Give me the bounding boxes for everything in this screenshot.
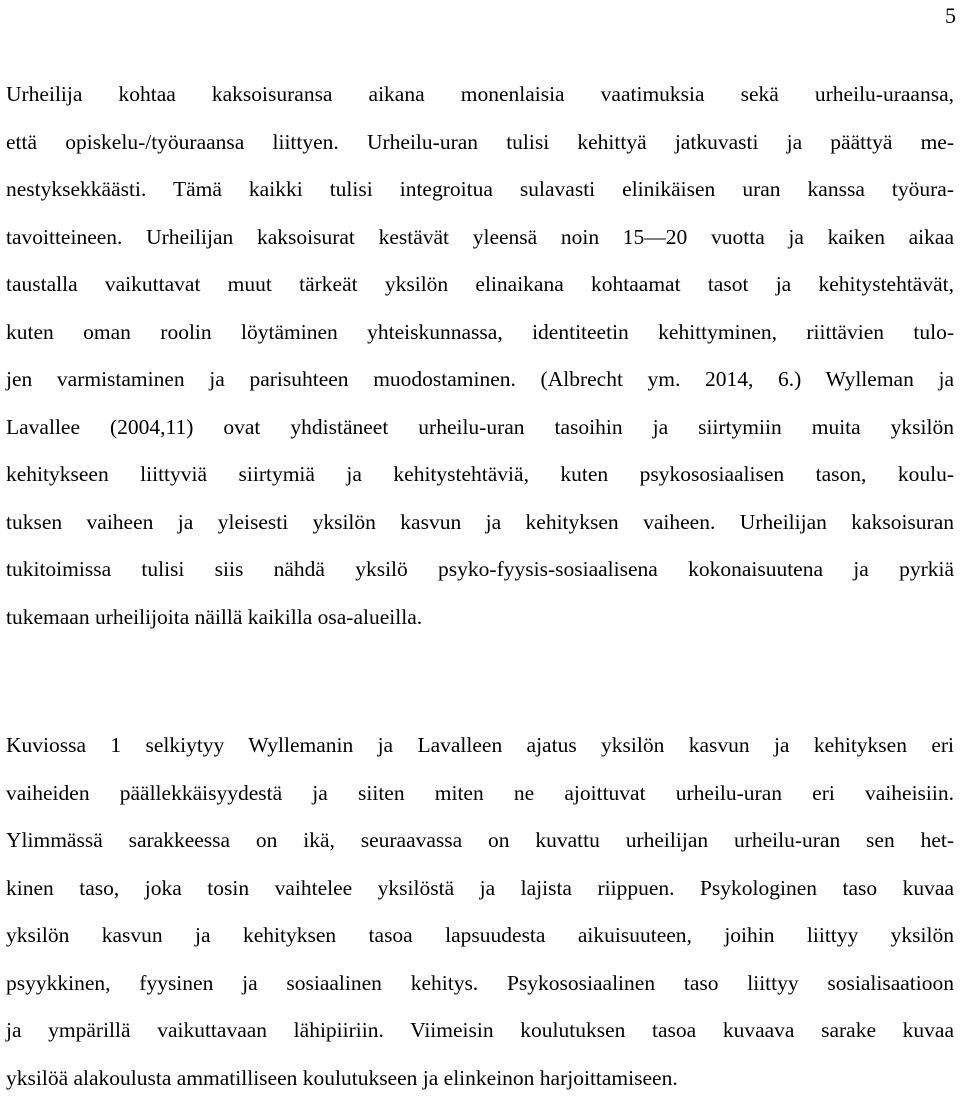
text-line: yksilöä alakoulusta ammatilliseen koulutukseen ja elinkeinon harjoittamiseen. — [6, 1055, 954, 1102]
text-line: tukemaan urheilijoita näillä kaikilla osa-alueilla. — [6, 594, 954, 642]
text-line: tavoitteineen. Urheilijan kaksoisurat kestävät yleensä noin 15—20 vuotta ja kaiken aikaa — [6, 214, 954, 262]
text-line: jen varmistaminen ja parisuhteen muodostaminen. (Albrecht ym. 2014, 6.) Wylleman ja — [6, 356, 954, 404]
text-line: psyykkinen, fyysinen ja sosiaalinen kehitys. Psykososiaalinen taso liittyy sosialisaatioon — [6, 960, 954, 1008]
text-line: taustalla vaikuttavat muut tärkeät yksilön elinaikana kohtaamat tasot ja kehitystehtävät, — [6, 261, 954, 309]
text-line: kinen taso, joka tosin vaihtelee yksilöstä ja lajista riippuen. Psykologinen taso kuvaa — [6, 865, 954, 913]
paragraph-figure-description — [6, 722, 954, 1102]
text-line: Lavallee (2004,11) ovat yhdistäneet urheilu-uran tasoihin ja siirtymiin muita yksilön — [6, 404, 954, 452]
text-line: ja ympärillä vaikuttavaan lähipiiriin. Viimeisin koulutuksen tasoa kuvaava sarake kuvaa — [6, 1007, 954, 1055]
page-number: 5 — [945, 2, 956, 30]
text-line: kehitykseen liittyviä siirtymiä ja kehitystehtäviä, kuten psykososiaalisen tason, koulu- — [6, 451, 954, 499]
text-line: yksilön kasvun ja kehityksen tasoa lapsuudesta aikuisuuteen, joihin liittyy yksilön — [6, 912, 954, 960]
text-line: tukitoimissa tulisi siis nähdä yksilö psyko-fyysis-sosiaalisena kokonaisuutena ja pyrkiä — [6, 546, 954, 594]
text-line: vaiheiden päällekkäisyydestä ja siiten miten ne ajoittuvat urheilu-uran eri vaiheisiin. — [6, 770, 954, 818]
text-line: kuten oman roolin löytäminen yhteiskunnassa, identiteetin kehittyminen, riittävien tulo- — [6, 309, 954, 357]
text-line: Urheilija kohtaa kaksoisuransa aikana monenlaisia vaatimuksia sekä urheilu-uraansa, — [6, 71, 954, 119]
text-line: tuksen vaiheen ja yleisesti yksilön kasvun ja kehityksen vaiheen. Urheilijan kaksoisuran — [6, 499, 954, 547]
text-line: Kuviossa 1 selkiytyy Wyllemanin ja Lavalleen ajatus yksilön kasvun ja kehityksen eri — [6, 722, 954, 770]
text-line: nestyksekkäästi. Tämä kaikki tulisi integroitua sulavasti elinikäisen uran kanssa työura- — [6, 166, 954, 214]
paragraph-dual-career — [6, 71, 954, 641]
text-line: Ylimmässä sarakkeessa on ikä, seuraavassa on kuvattu urheilijan urheilu-uran sen het- — [6, 817, 954, 865]
text-line: että opiskelu-/työuraansa liittyen. Urheilu-uran tulisi kehittyä jatkuvasti ja päättyä me- — [6, 119, 954, 167]
